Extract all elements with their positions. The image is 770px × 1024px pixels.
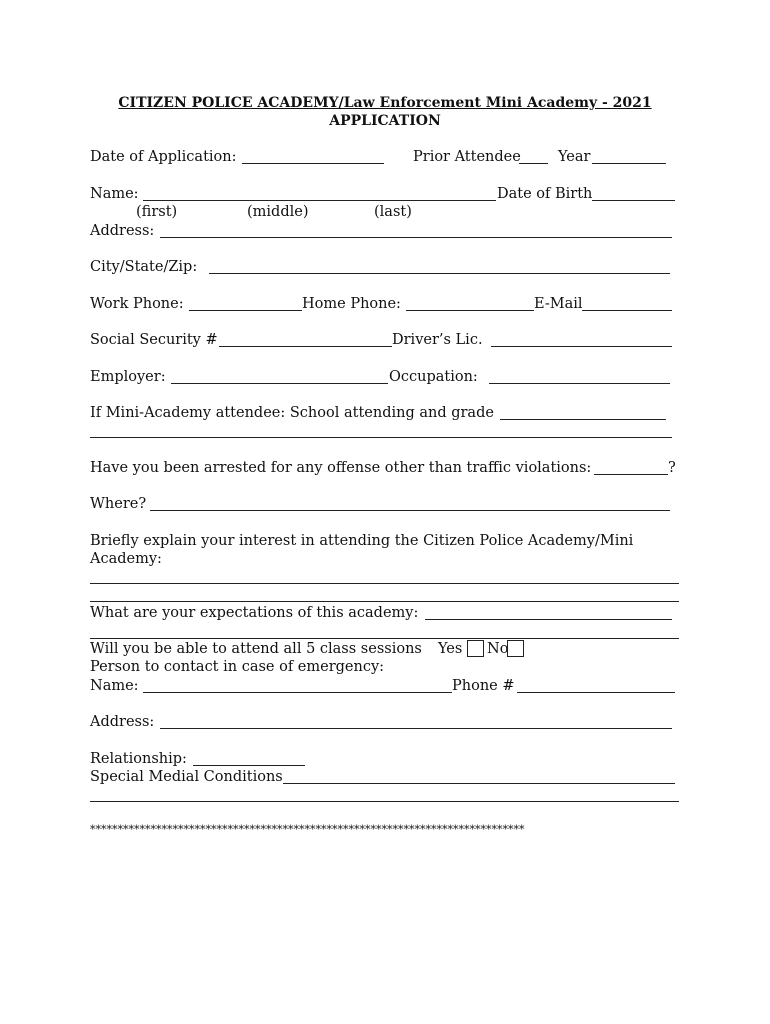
medical-conditions-field[interactable] <box>283 783 675 784</box>
city-state-zip-field[interactable] <box>209 273 670 274</box>
first-name-hint: (first) <box>136 204 178 220</box>
relationship-field[interactable] <box>193 765 305 766</box>
where-field[interactable] <box>150 510 670 511</box>
interest-field-line2[interactable] <box>90 601 679 602</box>
home-phone-field[interactable] <box>406 310 534 311</box>
no-checkbox[interactable] <box>507 640 524 657</box>
name-label: Name: <box>90 186 139 202</box>
last-name-hint: (last) <box>374 204 412 220</box>
expectations-label: What are your expectations of this academy: <box>90 605 419 621</box>
emergency-phone-field[interactable] <box>517 692 675 693</box>
address-label: Address: <box>90 223 155 239</box>
emergency-contact-label: Person to contact in case of emergency: <box>90 659 385 675</box>
attend-sessions-label: Will you be able to attend all 5 class sessions <box>90 641 422 657</box>
yes-label: Yes <box>438 641 463 657</box>
date-of-application-field[interactable] <box>242 163 384 164</box>
school-grade-field[interactable] <box>500 419 666 420</box>
no-label: No <box>487 641 509 657</box>
interest-label-line1: Briefly explain your interest in attending the Citizen Police Academy/Mini <box>90 533 634 549</box>
email-label: E-Mail <box>534 296 583 312</box>
emergency-name-field[interactable] <box>143 692 452 693</box>
email-field[interactable] <box>582 310 672 311</box>
arrested-field[interactable] <box>594 474 668 475</box>
employer-field[interactable] <box>171 383 388 384</box>
emergency-name-label: Name: <box>90 678 139 694</box>
occupation-field[interactable] <box>489 383 670 384</box>
ssn-label: Social Security # <box>90 332 218 348</box>
date-of-birth-field[interactable] <box>592 200 675 201</box>
mini-academy-label: If Mini-Academy attendee: School attending and grade <box>90 405 494 421</box>
arrested-label: Have you been arrested for any offense other than traffic violations: <box>90 460 592 476</box>
school-grade-field-line2[interactable] <box>90 437 672 438</box>
expectations-field[interactable] <box>425 619 672 620</box>
home-phone-label: Home Phone: <box>302 296 401 312</box>
where-label: Where? <box>90 496 147 512</box>
separator-stars: ******************************************************************************* <box>90 823 525 836</box>
emergency-phone-label: Phone # <box>452 678 515 694</box>
date-of-birth-label: Date of Birth <box>497 186 593 202</box>
form-subtitle: APPLICATION <box>329 113 441 129</box>
yes-checkbox[interactable] <box>467 640 484 657</box>
drivers-license-field[interactable] <box>491 346 672 347</box>
ssn-field[interactable] <box>219 346 392 347</box>
name-field[interactable] <box>143 200 496 201</box>
relationship-label: Relationship: <box>90 751 187 767</box>
employer-label: Employer: <box>90 369 166 385</box>
year-label: Year <box>558 149 591 165</box>
arrested-question-mark: ? <box>668 460 676 476</box>
middle-name-hint: (middle) <box>247 204 309 220</box>
interest-field-line1[interactable] <box>90 583 679 584</box>
occupation-label: Occupation: <box>389 369 478 385</box>
form-title: CITIZEN POLICE ACADEMY/Law Enforcement Mini Academy - 2021 <box>118 95 652 111</box>
city-state-zip-label: City/State/Zip: <box>90 259 198 275</box>
work-phone-label: Work Phone: <box>90 296 184 312</box>
emergency-address-field[interactable] <box>160 728 672 729</box>
medical-conditions-label: Special Medial Conditions <box>90 769 283 785</box>
address-field[interactable] <box>160 237 672 238</box>
work-phone-field[interactable] <box>189 310 302 311</box>
expectations-field-line2[interactable] <box>90 638 679 639</box>
year-field[interactable] <box>592 163 666 164</box>
date-of-application-label: Date of Application: <box>90 149 237 165</box>
prior-attendee-label: Prior Attendee <box>413 149 521 165</box>
interest-label-line2: Academy: <box>90 551 162 567</box>
emergency-address-label: Address: <box>90 714 155 730</box>
drivers-license-label: Driver’s Lic. <box>392 332 483 348</box>
prior-attendee-field[interactable] <box>519 163 548 164</box>
medical-conditions-field-line2[interactable] <box>90 801 679 802</box>
